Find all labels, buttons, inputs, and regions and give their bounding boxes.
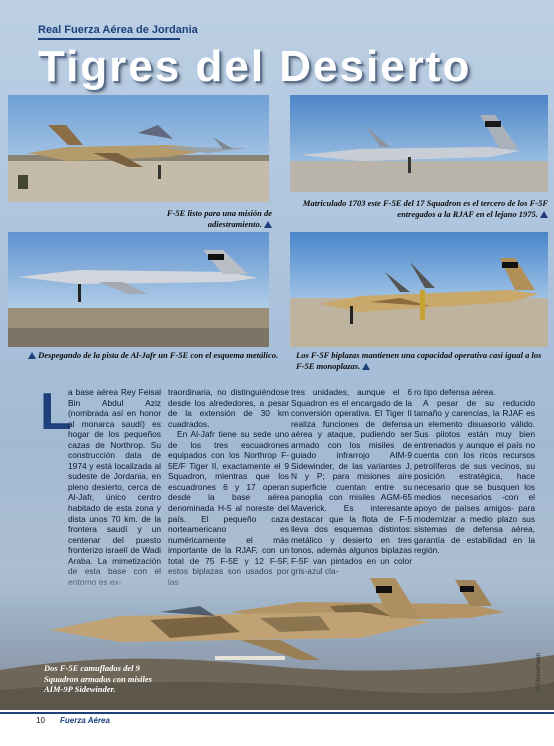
drop-cap: L <box>40 383 72 441</box>
photo-2-caption: Matriculado 1703 este F-5E del 17 Squadron es el tercero de los F-5F entregados a la RJAF en el lejano 1975. <box>302 198 548 219</box>
paragraph: A pesar de su reducido tamaño y carencias, la RJAF es un elemento disuasorio válido. Sus pilotos están muy bien entrenados y aunque el país no cuenta con los ricos recursos petrolíferos de sus vecinos, su posición estratégica, hace necesario que se busquen los medios necesarios -con el apoyo de países amigos- para modernizar a medio plazo sus sistemas de defensa aérea, garantía de estabilidad en la región. <box>414 397 535 556</box>
footer-rule <box>0 712 554 714</box>
photo-4-caption: Los F-5F biplazas mantienen una capacidad operativa casi igual a los F-5E monoplazas. <box>296 350 542 371</box>
caption-pointer-icon <box>362 363 370 370</box>
page-number: 10 <box>36 716 45 725</box>
section-kicker: Real Fuerza Aérea de Jordania <box>38 24 198 36</box>
photo-3-caption: Despegando de la pista de Al-Jafr un F-5E con el esquema metálico. <box>28 350 288 361</box>
photo-credit: P.Steinemann <box>536 653 542 690</box>
paragraph: a base aérea Rey Feisal Bin Abdul Aziz (nombrada así en honor al monarca saudí) es hogar de los pequeños cazas de Northrop. Su construcción data de 1974 y está localizada al sudeste de Jordania, en pleno desierto, cerca de Al-Jafr, único centro habitado de esta zona y dista unos 70 km. de la frontera saudí y un centenar del puesto fronterizo israelí de Wadi <box>68 387 161 556</box>
article-title: Tigres del Desierto <box>38 42 472 91</box>
photo-metallic-f5e-1703 <box>290 95 548 192</box>
big-photo-caption: Dos F-5E camuflados del 9 Squadron armados con misiles AIM-9P Sidewinder. <box>44 663 152 694</box>
photo-two-camouflaged-f5e <box>0 560 554 720</box>
text-column-3 <box>291 387 412 577</box>
photo-camouflaged-f5e <box>8 95 269 202</box>
text-column-2 <box>168 387 289 587</box>
photo-f5f-lineup <box>290 232 548 347</box>
paragraph: traordinaria, no distinguiéndose desde los alrededores, a pesar de la extensión de 30 km cuadrados. <box>168 387 289 429</box>
caption-pointer-icon <box>540 211 548 218</box>
caption-pointer-icon <box>264 221 272 228</box>
magazine-name: Fuerza Aérea <box>60 716 110 725</box>
caption-pointer-icon <box>28 352 36 359</box>
kicker-underline <box>38 38 180 40</box>
text-column-4 <box>414 387 535 556</box>
photo-1-caption: F-5E listo para una misión de adiestramiento. <box>166 208 272 229</box>
paragraph: ro tipo defensa aérea. <box>414 387 496 397</box>
paragraph: tres unidades, aunque el 6 Squadron es el encargado de la conversión operativa. El Tiger II realiza funciones de defensa aérea y ataque, pudiendo ser armado con los misiles de guiado infrarrojo AIM-9 Sidewinder, de las variantes J, N y P; para misiones aire superficie cuentan entre su panoplia con misiles AGM-65 Maverick. Es interesante destacar que la flota de F-5 lleva dos esquemas distintos: metálico y desierto en tres tonos, además algunos biplazas <box>291 387 412 556</box>
photo-takeoff-al-jafr <box>8 232 269 347</box>
text-column-1 <box>40 383 161 587</box>
paragraph: En Al-Jafr tiene su sede uno de los tres escuadrones equipados con los Northrop F-5E/F Tiger II, exactamente el 9 Squadron, mientras que los escuadrones 6 y 17 operan desde la base aérea denominada H-5 al noreste del país. El pequeño caza norteamericano es numéricamente el más importante de la RJAF, con un <box>168 429 289 556</box>
